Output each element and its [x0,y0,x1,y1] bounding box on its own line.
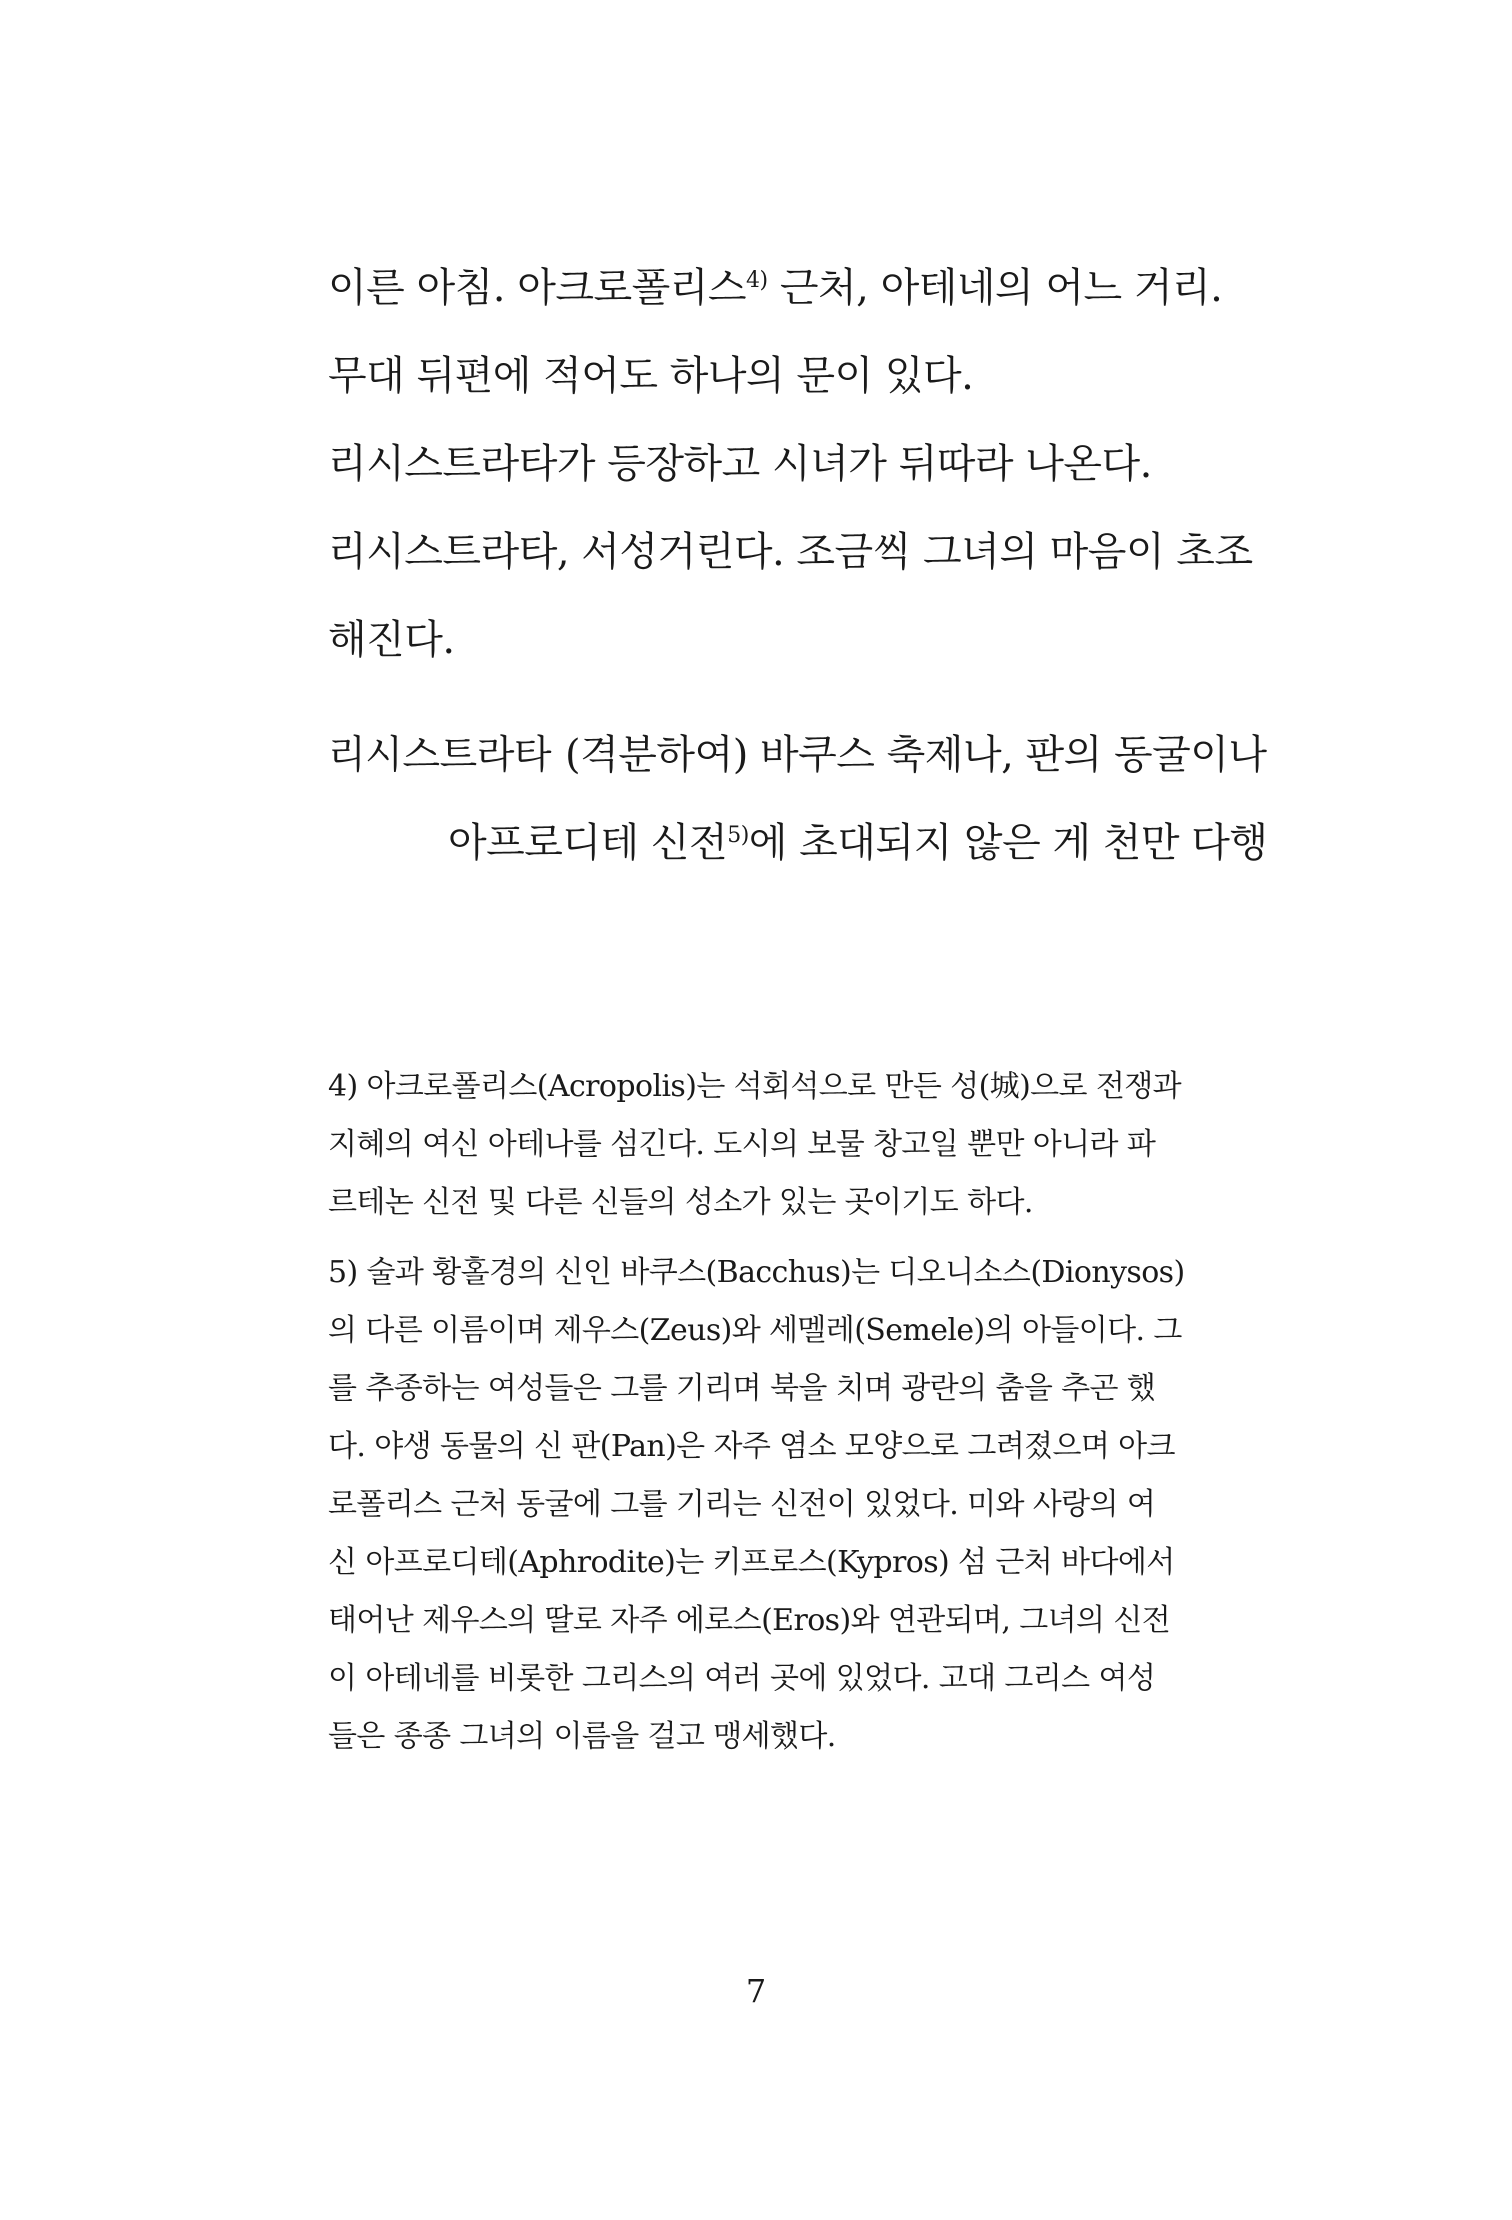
stage-directions [328,244,1253,684]
footnote-line: 이 아테네를 비롯한 그리스의 여러 곳에 있었다. 고대 그리스 여성 [328,1661,1156,1696]
footnote-4 [328,1058,1238,1232]
footnote-line: 를 추종하는 여성들은 그를 기리며 북을 치며 광란의 춤을 추곤 했 [328,1371,1156,1406]
footnote-line: 지혜의 여신 아테나를 섬긴다. 도시의 보물 창고일 뿐만 아니라 파 [328,1127,1156,1162]
stage-direction-line: 리시스트라타가 등장하고 시녀가 뒤따라 나온다. [328,441,1152,487]
footnote-5 [328,1244,1238,1766]
footnote-line: 4) 아크로폴리스(Acropolis)는 석회석으로 만든 성(城)으로 전쟁과 [328,1069,1182,1104]
stage-direction-line: 해진다. [328,617,455,663]
footnote-line: 르테논 신전 및 다른 신들의 성소가 있는 곳이기도 하다. [328,1185,1033,1220]
speaker-name: 리시스트라타 [328,733,552,778]
footnotes [328,1058,1238,1766]
footnote-line: 로폴리스 근처 동굴에 그를 기리는 신전이 있었다. 미와 사랑의 여 [328,1487,1156,1522]
page-number: 7 [745,1972,767,2010]
dialogue-text: (격분하여) 바쿠스 축제나, 판의 동굴이나 [565,732,1267,778]
dialogue-block [328,711,1268,887]
footnote-line: 다. 야생 동물의 신 판(Pan)은 자주 염소 모양으로 그려졌으며 아크 [328,1429,1175,1464]
footnote-ref-4: 4) [746,268,768,293]
stage-direction-line: 이른 아침. 아크로폴리스$^{4)}$ 근처, 아테네의 어느 거리. [328,265,1223,311]
footnote-line: 의 다른 이름이며 제우스(Zeus)와 세멜레(Semele)의 아들이다. 그 [328,1313,1182,1348]
stage-direction-line: 리시스트라타, 서성거린다. 조금씩 그녀의 마음이 초조 [328,529,1253,575]
footnote-ref-5: 5) [727,823,749,848]
stage-direction-line: 무대 뒤편에 적어도 하나의 문이 있다. [328,353,974,399]
dialogue-line: 아프로디테 신전$^{5)}$에 초대되지 않은 게 천만 다행 [448,820,1268,866]
footnote-line: 들은 종종 그녀의 이름을 걸고 맹세했다. [328,1719,836,1754]
dialogue-line [328,711,1267,799]
footnote-line: 5) 술과 황홀경의 신인 바쿠스(Bacchus)는 디오니소스(Dionysos) [328,1255,1185,1290]
footnote-line: 신 아프로디테(Aphrodite)는 키프로스(Kypros) 섬 근처 바다에서 [328,1545,1175,1580]
footnote-line: 태어난 제우스의 딸로 자주 에로스(Eros)와 연관되며, 그녀의 신전 [328,1603,1171,1638]
